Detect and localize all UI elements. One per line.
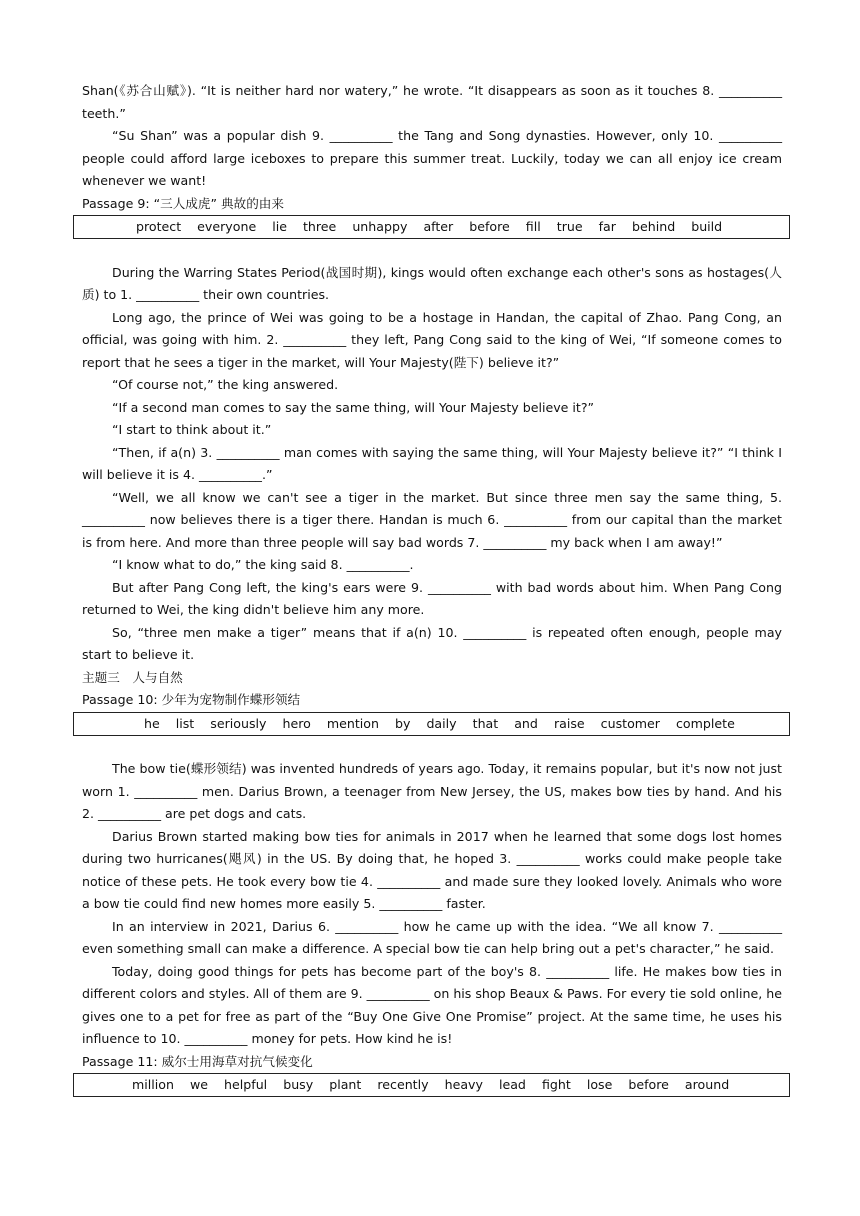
passage10-paragraph: In an interview in 2021, Darius 6. __________ how he came up with the idea. “We all know 7. __________ even something small can make a difference. A special bow tie can help bring out a pet's character,” he said. — [82, 918, 782, 956]
passage9-paragraph: “I know what to do,” the king said 8. __________. — [112, 557, 414, 572]
word-bank-item: seriously — [210, 715, 267, 731]
word-bank-item: before — [469, 219, 510, 234]
word-bank-item: fill — [525, 219, 541, 234]
word-bank-item: daily — [426, 715, 457, 731]
passage9-paragraph: During the Warring States Period(战国时期), kings would often exchange each other's sons as hostages(人质) to 1. __________ their own countries. — [82, 264, 782, 302]
word-bank-item: hero — [282, 715, 311, 731]
theme-heading: 主题三 人与自然 — [82, 669, 183, 685]
word-bank-item: complete — [676, 715, 735, 731]
word-bank-item: helpful — [224, 1077, 268, 1092]
passage9-paragraph: “Of course not,” the king answered. — [112, 377, 339, 392]
word-bank-item: plant — [329, 1077, 362, 1092]
word-bank-item: recently — [377, 1077, 429, 1092]
passage11-title: Passage 11: 威尔士用海草对抗气候变化 — [82, 1053, 313, 1069]
word-bank-item: everyone — [197, 219, 257, 234]
word-bank-item: unhappy — [352, 219, 408, 234]
passage11-word-bank — [73, 1073, 790, 1097]
passage10-title: Passage 10: 少年为宠物制作蝶形领结 — [82, 692, 301, 707]
passage8-paragraph: Shan(《苏合山赋》). “It is neither hard nor watery,” he wrote. “It disappears as soon as it touches 8. __________ teeth.” — [82, 83, 782, 121]
passage9-title: Passage 9: “三人成虎” 典故的由来 — [82, 195, 284, 211]
word-bank-item: around — [684, 1077, 730, 1092]
word-bank-item: and — [514, 715, 538, 731]
passage9-paragraph: Long ago, the prince of Wei was going to be a hostage in Handan, the capital of Zhao. Pang Cong, an official, was going with him. 2. __________ they left, Pang Cong said to the king of Wei, “If someone comes to report that he sees a tiger in the market, will Your Majesty(陛下) believe it?” — [82, 309, 782, 370]
word-bank-item: after — [423, 219, 454, 234]
passage10-word-bank — [73, 712, 790, 736]
word-bank-item: by — [394, 715, 411, 731]
word-bank-item: far — [598, 219, 616, 234]
passage8-paragraph: “Su Shan” was a popular dish 9. __________ the Tang and Song dynasties. However, only 10. __________ people could afford large iceboxes to prepare this summer treat. Luckily, today we can all enjoy ice cream whenever we want! — [82, 128, 782, 188]
word-bank-item: fight — [541, 1077, 571, 1092]
passage9-paragraph: “Then, if a(n) 3. __________ man comes with saying the same thing, will Your Majesty believe it?” “I think I will believe it is 4. __________.” — [82, 444, 782, 482]
passage10-paragraph: Today, doing good things for pets has become part of the boy's 8. __________ life. He makes bow ties in different colors and styles. All of them are 9. __________ on his shop Beaux & Paws. For every tie sold online, he gives one to a pet for free as part of the “Buy One Give One Promise” project. At the same time, he uses his influence to 10. __________ money for pets. How kind he is! — [82, 963, 782, 1046]
word-bank-item: million — [132, 1077, 174, 1092]
word-bank-item: that — [472, 715, 499, 731]
passage9-word-bank — [73, 215, 790, 239]
word-bank-item: customer — [600, 715, 660, 731]
word-bank-item: true — [556, 219, 583, 234]
word-bank-item: lie — [272, 219, 287, 234]
passage9-paragraph: “If a second man comes to say the same thing, will Your Majesty believe it?” — [112, 399, 595, 415]
word-bank-item: three — [302, 219, 337, 234]
word-bank-item: we — [189, 1077, 209, 1092]
word-bank-item: before — [628, 1077, 669, 1092]
word-bank-item: protect — [136, 219, 182, 234]
passage10-paragraph: The bow tie(蝶形领结) was invented hundreds of years ago. Today, it remains popular, but it's now not just worn 1. __________ men. Darius Brown, a teenager from New Jersey, the US, makes bow ties by hand. And his 2. __________ are pet dogs and cats. — [82, 761, 782, 821]
word-bank-item: he — [144, 715, 160, 731]
word-bank-item: lose — [586, 1077, 613, 1092]
passage9-paragraph: “I start to think about it.” — [112, 422, 272, 437]
passage9-paragraph: So, “three men make a tiger” means that if a(n) 10. __________ is repeated often enough, people may start to believe it. — [82, 624, 782, 662]
passage10-paragraph: Darius Brown started making bow ties for animals in 2017 when he learned that some dogs lost homes during two hurricanes(飓风) in the US. By doing that, he hoped 3. __________ works could make people take notice of these pets. He took every bow tie 4. __________ and made sure they looked lovely. Animals who wore a bow tie could find new homes more easily 5. __________ faster. — [82, 828, 782, 911]
word-bank-item: behind — [631, 219, 676, 234]
document-page — [82, 80, 782, 1097]
passage9-paragraph: But after Pang Cong left, the king's ears were 9. __________ with bad words about him. When Pang Cong returned to Wei, the king didn't believe him any more. — [82, 579, 782, 617]
word-bank-item: list — [175, 715, 195, 731]
word-bank-item: build — [691, 219, 723, 234]
word-bank-item: mention — [326, 715, 379, 731]
passage9-paragraph: “Well, we all know we can't see a tiger in the market. But since three men say the same thing, 5. __________ now believes there is a tiger there. Handan is much 6. __________ from our capital than the market is from here. And more than three people will say bad words 7. __________ my back when I am away!” — [82, 489, 782, 550]
word-bank-item: busy — [283, 1077, 314, 1092]
word-bank-item: lead — [498, 1077, 526, 1092]
word-bank-item: raise — [553, 715, 585, 731]
word-bank-item: heavy — [444, 1077, 483, 1092]
